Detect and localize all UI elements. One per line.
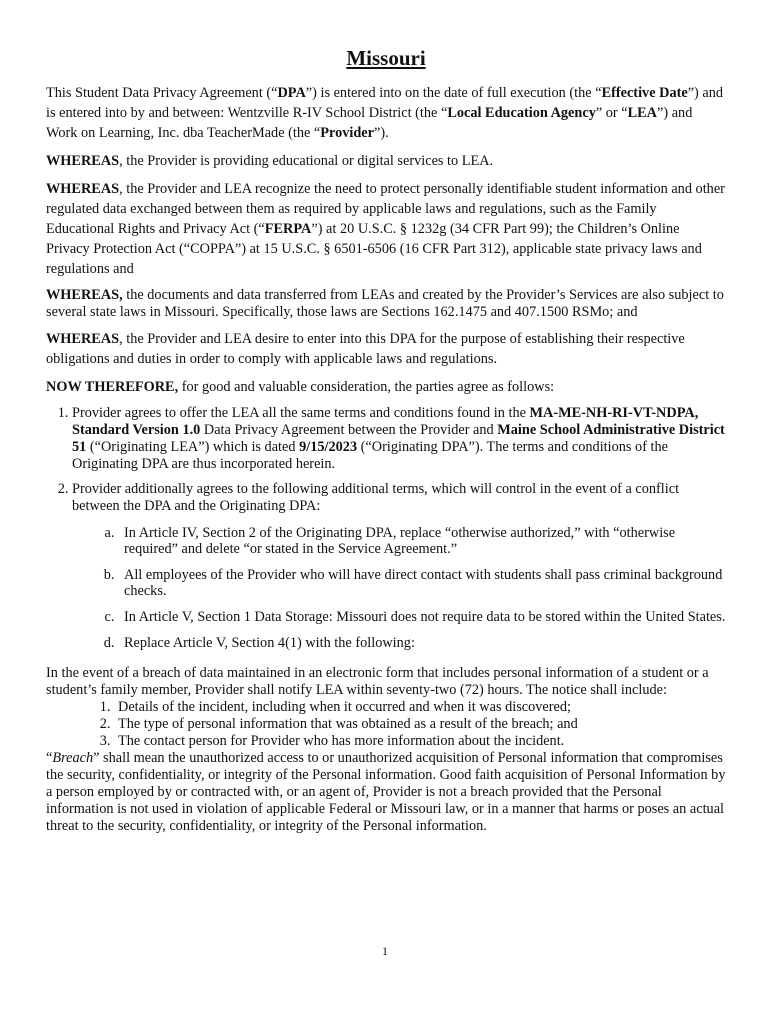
- intro-text: ”) and is entered into by and between: Wentzville R-IV School District (the “: [46, 85, 724, 122]
- breach-definition-paragraph: [46, 750, 726, 835]
- intro-text: ”).: [374, 125, 389, 142]
- whereas-paragraph-4: [46, 329, 726, 369]
- whereas-text: ”) at 20 U.S.C. § 1232g (34 CFR Part 99); the Children’s Online Privacy Protection Act (“COPPA”) at 15 U.S.C. § 6501-6506 (16 CFR Part 312), applicable state privacy laws and regulations and: [46, 221, 702, 278]
- whereas-term-ferpa: FERPA: [264, 221, 312, 238]
- now-therefore-paragraph: [46, 377, 726, 397]
- agreement-item-2: [72, 481, 726, 651]
- intro-text: ”) is entered into on the date of full execution (the “: [305, 85, 602, 102]
- intro-term-dpa: DPA: [277, 85, 306, 102]
- intro-paragraph: [46, 83, 726, 143]
- whereas-paragraph-2: [46, 179, 726, 279]
- item-text: (“Originating DPA”). The terms and conditions of the Originating DPA are thus incorporated herein.: [72, 439, 668, 473]
- whereas-paragraph-1: [46, 151, 726, 171]
- whereas-label: WHEREAS: [46, 153, 120, 170]
- page-number: 1: [382, 944, 388, 958]
- whereas-label: WHEREAS: [46, 331, 120, 348]
- breach-def-text: ” shall mean the unauthorized access to or unauthorized acquisition of Personal information that compromises the security, confidentiality, or integrity of the Personal information. Good faith acquisition of Personal Information by a person employed by or contracted with, or an agent of, Provider is not a breach provided that the Personal information is not used in violation of applicable Federal or Missouri law, or in a manner that harms or poses an actual threat to the security, confidentiality, or integrity of the Personal information.: [46, 750, 726, 835]
- intro-term-lea: LEA: [627, 105, 658, 122]
- intro-term-effective-date: Effective Date: [601, 85, 688, 102]
- breach-notice-list: [46, 699, 726, 750]
- breach-notice-item: 2. The type of personal information that was obtained as a result of the breach; and: [114, 716, 726, 733]
- intro-term-provider: Provider: [320, 125, 374, 142]
- agreement-list: [46, 405, 726, 651]
- whereas-text: , the Provider is providing educational or digital services to LEA.: [119, 153, 494, 170]
- now-therefore-text: for good and valuable consideration, the parties agree as follows:: [178, 379, 555, 396]
- additional-term-a: a. In Article IV, Section 2 of the Originating DPA, replace “otherwise authorized,” with “otherwise required” and delete “or stated in the Service Agreement.”: [118, 525, 726, 557]
- whereas-label: WHEREAS,: [46, 287, 123, 304]
- item-text: (“Originating LEA”) which is dated: [86, 439, 300, 456]
- additional-term-c: c. In Article V, Section 1 Data Storage: Missouri does not require data to be stored within the United States.: [118, 609, 726, 625]
- whereas-text: the documents and data transferred from LEAs and created by the Provider’s Services are also subject to several state laws in Missouri. Specifically, those laws are Sections 162.1475 and 407.1500 RSMo; and: [46, 287, 724, 321]
- whereas-text: , the Provider and LEA desire to enter into this DPA for the purpose of establishing their respective obligations and duties in order to comply with applicable laws and regulations.: [46, 331, 685, 368]
- whereas-label: WHEREAS: [46, 181, 120, 198]
- intro-text: ”) and Work on Learning, Inc. dba TeacherMade (the “: [46, 105, 693, 142]
- breach-intro-paragraph: In the event of a breach of data maintained in an electronic form that includes personal information of a student or a student’s family member, Provider shall notify LEA within seventy-two (72) hours. The notice shall include:: [46, 665, 709, 699]
- additional-term-b: b. All employees of the Provider who will have direct contact with students shall pass criminal background checks.: [118, 567, 726, 599]
- whereas-paragraph-3: [46, 287, 726, 321]
- document-title: Missouri: [346, 46, 426, 70]
- intro-text: This Student Data Privacy Agreement (“: [46, 85, 278, 102]
- additional-term-d: d. Replace Article V, Section 4(1) with the following:: [118, 635, 726, 651]
- item-term-originating-lea: Maine School Administrative District 51: [72, 422, 725, 456]
- item-text: Provider additionally agrees to the following additional terms, which will control in the event of a conflict between the DPA and the Originating DPA:: [72, 481, 680, 515]
- item-text: Provider agrees to offer the LEA all the same terms and conditions found in the: [72, 405, 530, 422]
- breach-notice-item: 1. Details of the incident, including when it occurred and when it was discovered;: [114, 699, 726, 716]
- intro-term-lea-full: Local Education Agency: [447, 105, 596, 122]
- document-page: [46, 46, 726, 843]
- breach-notice-item: 3. The contact person for Provider who has more information about the incident.: [114, 733, 726, 750]
- breach-def-term: Breach: [52, 750, 94, 767]
- intro-text: ” or “: [595, 105, 628, 122]
- whereas-text: , the Provider and LEA recognize the need to protect personally identifiable student information and other regulated data exchanged between them as required by applicable laws and regulations, such as the Family Educational Rights and Privacy Act (“: [46, 181, 725, 238]
- breach-def-quote: “: [46, 750, 53, 767]
- item-term-date: 9/15/2023: [299, 439, 358, 456]
- item-text: Data Privacy Agreement between the Provider and: [200, 422, 498, 439]
- agreement-item-1: [72, 405, 726, 473]
- now-therefore-label: NOW THEREFORE,: [46, 379, 179, 396]
- item-term-ndpa: MA-ME-NH-RI-VT-NDPA, Standard Version 1.0: [72, 405, 699, 439]
- additional-terms-list: [72, 525, 726, 651]
